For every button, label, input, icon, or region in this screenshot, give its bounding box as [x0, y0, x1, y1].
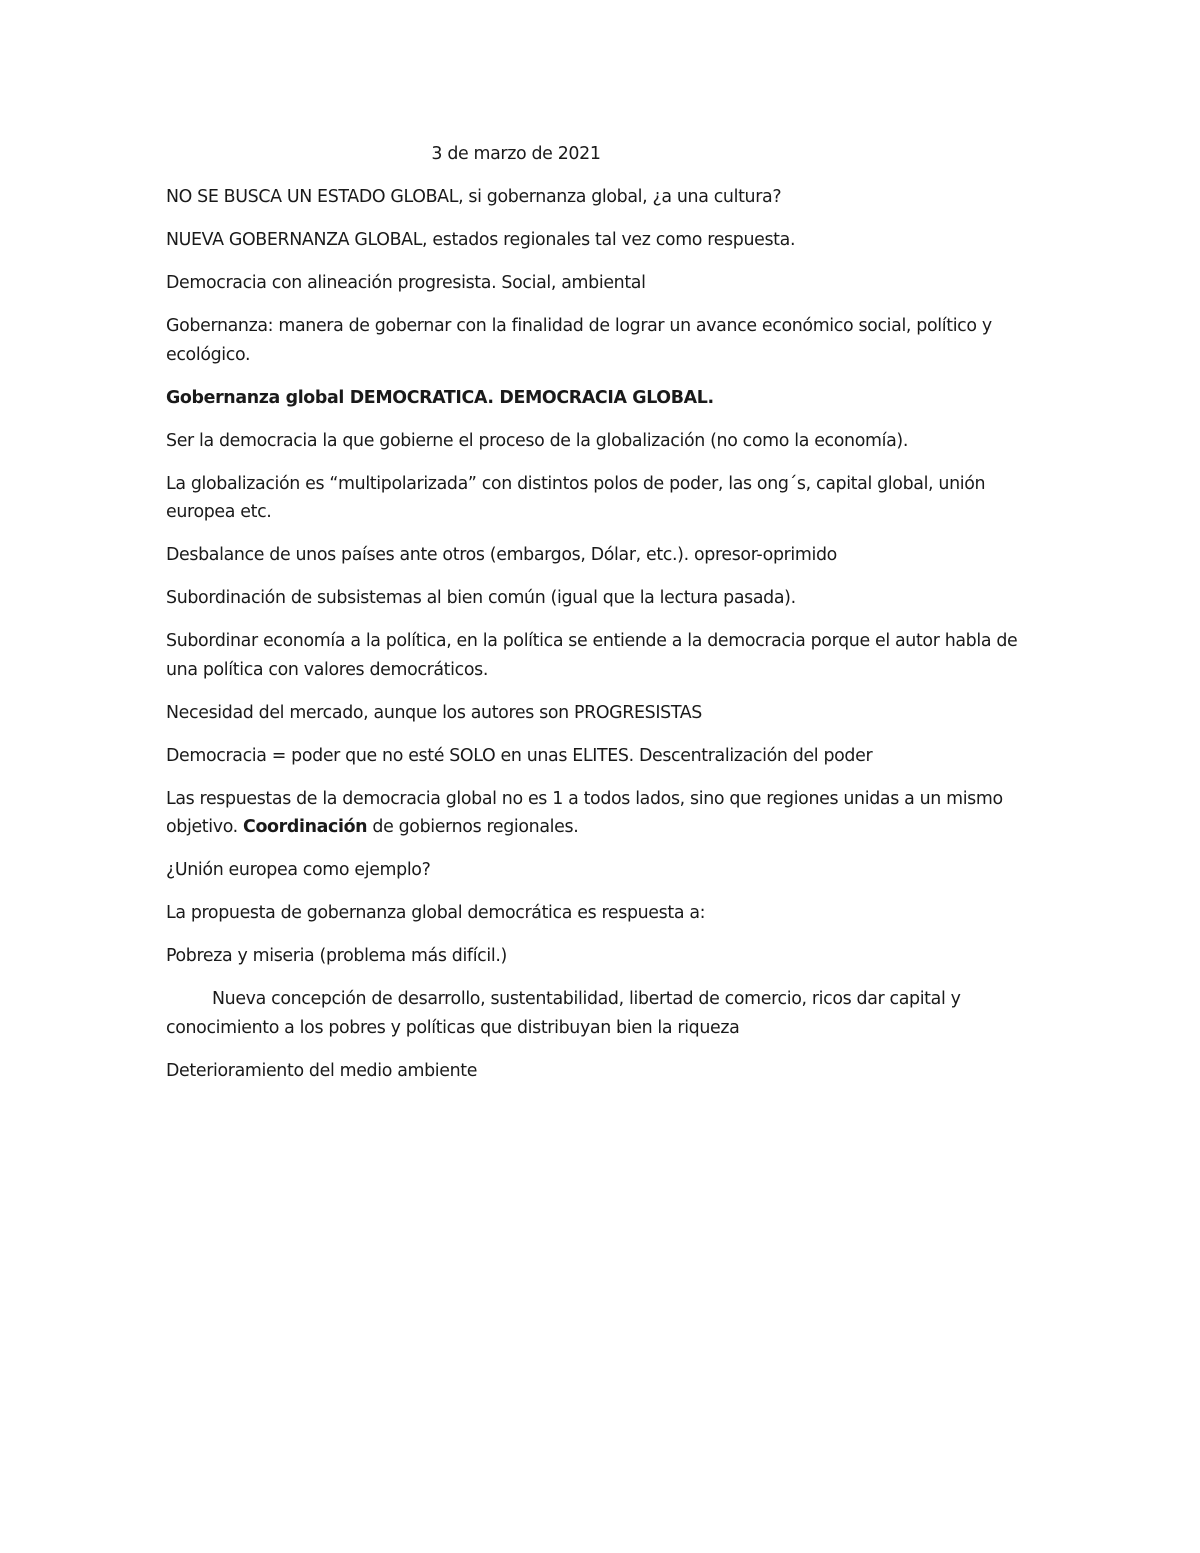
paragraph-18: Deterioramiento del medio ambiente — [166, 1060, 478, 1081]
document-body — [166, 140, 1036, 1100]
paragraph-11: Necesidad del mercado, aunque los autores son PROGRESISTAS — [166, 702, 702, 723]
paragraph-10: Subordinar economía a la política, en la política se entiende a la democracia porque el autor habla de una política con valores democráticos. — [166, 631, 1018, 680]
paragraph-1: NO SE BUSCA UN ESTADO GLOBAL, si gobernanza global, ¿a una cultura? — [166, 187, 782, 207]
paragraph-17: Nueva concepción de desarrollo, sustentabilidad, libertad de comercio, ricos dar capital y conocimiento a los pobres y políticas que distribuyan bien la riqueza — [166, 989, 961, 1038]
paragraph-13-text-a: Las respuestas de la democracia global no es 1 a todos lados, sino que regiones unidas a un mismo objetivo. — [166, 788, 1003, 837]
paragraph-13-text-b: de gobiernos regionales. — [367, 817, 579, 837]
document-date: 3 de marzo de 2021 — [431, 144, 601, 164]
paragraph-16: Pobreza y miseria (problema más difícil.) — [166, 946, 507, 966]
paragraph-5-heading: Gobernanza global DEMOCRATICA. DEMOCRACIA GLOBAL. — [166, 387, 714, 408]
paragraph-13-bold: Coordinación — [243, 817, 368, 837]
paragraph-6: Ser la democracia la que gobierne el proceso de la globalización (no como la economía). — [166, 430, 909, 451]
paragraph-7: La globalización es “multipolarizada” con distintos polos de poder, las ong´s, capital global, unión europea etc. — [166, 473, 986, 522]
paragraph-9: Subordinación de subsistemas al bien común (igual que la lectura pasada). — [166, 588, 796, 608]
paragraph-3: Democracia con alineación progresista. Social, ambiental — [166, 273, 646, 293]
paragraph-4: Gobernanza: manera de gobernar con la finalidad de lograr un avance económico social, político y ecológico. — [166, 316, 992, 365]
paragraph-15: La propuesta de gobernanza global democrática es respuesta a: — [166, 903, 706, 923]
paragraph-12: Democracia = poder que no esté SOLO en unas ELITES. Descentralización del poder — [166, 745, 873, 766]
paragraph-14: ¿Unión europea como ejemplo? — [166, 860, 431, 880]
paragraph-8: Desbalance de unos países ante otros (embargos, Dólar, etc.). opresor-oprimido — [166, 545, 837, 565]
paragraph-13 — [166, 785, 1036, 842]
paragraph-2: NUEVA GOBERNANZA GLOBAL, estados regionales tal vez como respuesta. — [166, 230, 796, 250]
